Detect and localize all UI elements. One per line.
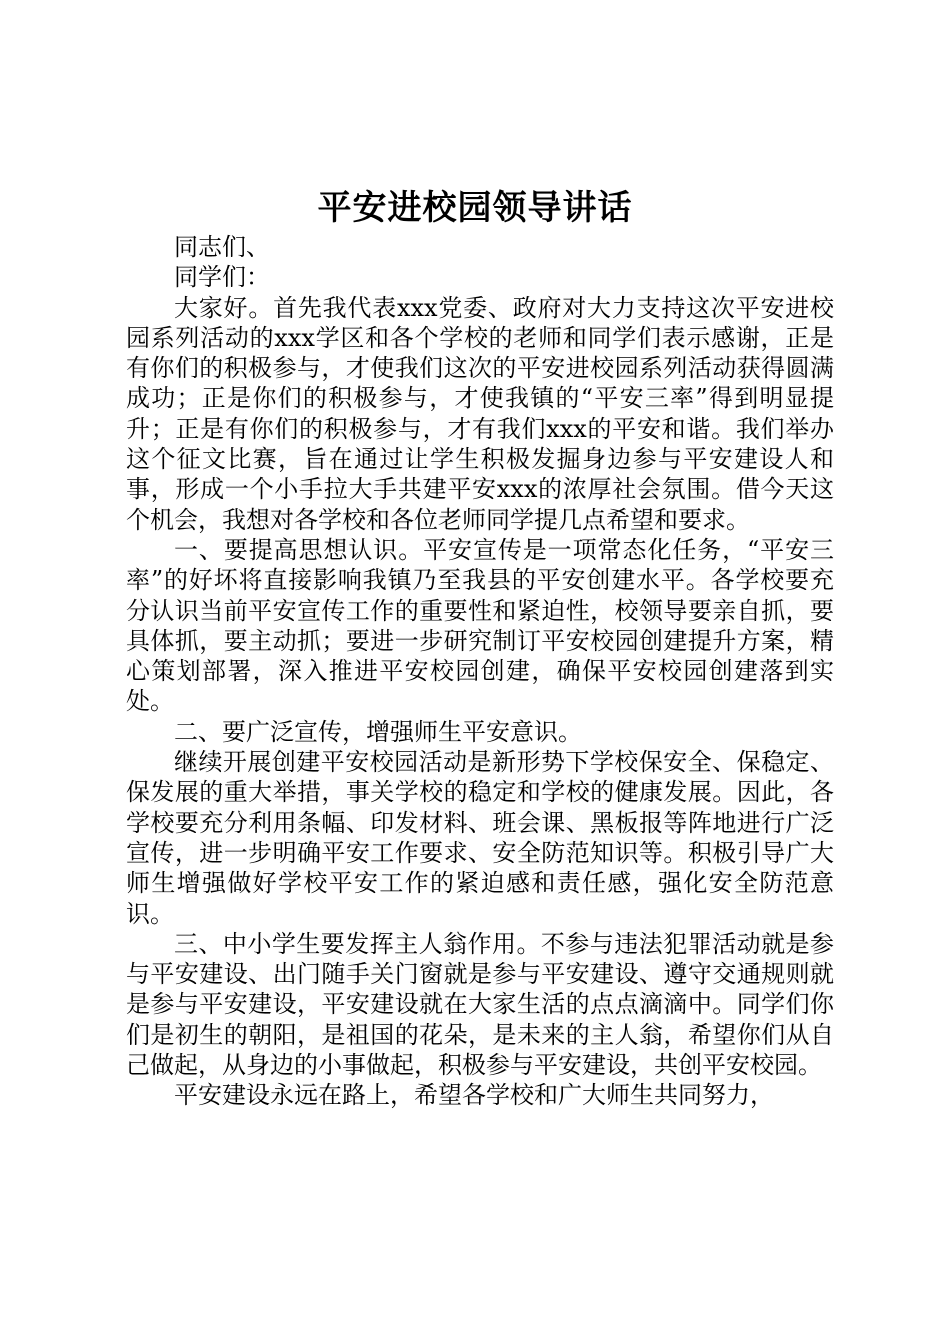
closing-paragraph: 平安建设永远在路上，希望各学校和广大师生共同努力， (174, 1081, 774, 1110)
point-one-paragraph: 一、要提高思想认识。平安宣传是一项常态化任务，“平安三率”的好坏将直接影响我镇乃至我县的平安创建水平。各学校要充分认识当前平安宣传工作的重要性和紧迫性，校领导要亲自抓，要具体抓，要主动抓；要进一步研究制订平安校园创建提升方案，精心策划部署，深入推进平安校园创建，确保平安校园创建落到实处。 (126, 535, 834, 716)
salutation-comrades: 同志们、 (174, 233, 270, 261)
salutation-students: 同学们： (174, 263, 270, 292)
point-two-heading: 二、要广泛宣传，增强师生平安意识。 (174, 717, 582, 746)
point-two-paragraph: 继续开展创建平安校园活动是新形势下学校保安全、保稳定、保发展的重大举措，事关学校的稳定和学校的健康发展。因此，各学校要充分利用条幅、印发材料、班会课、黑板报等阵地进行广泛宣传，进一步明确平安工作要求、安全防范知识等。积极引导广大师生增强做好学校平安工作的紧迫感和责任感，强化安全防范意识。 (126, 748, 834, 928)
document-body (126, 232, 834, 1111)
point-three-paragraph: 三、中小学生要发挥主人翁作用。不参与违法犯罪活动就是参与平安建设、出门随手关门窗就是参与平安建设、遵守交通规则就是参与平安建设，平安建设就在大家生活的点点滴滴中。同学们你们是初生的朝阳，是祖国的花朵，是未来的主人翁，希望你们从自己做起，从身边的小事做起，积极参与平安建设，共创平安校园。 (126, 929, 834, 1080)
document-title: 平安进校园领导讲话 (317, 188, 633, 228)
intro-paragraph: 大家好。首先我代表xxx党委、政府对大力支持这次平安进校园系列活动的xxx学区和各个学校的老师和同学们表示感谢，正是有你们的积极参与，才使我们这次的平安进校园系列活动获得圆满成功；正是你们的积极参与，才使我镇的“平安三率”得到明显提升；正是有你们的积极参与，才有我们xxx的平安和谐。我们举办这个征文比赛，旨在通过让学生积极发掘身边参与平安建设人和事，形成一个小手拉大手共建平安xxx的浓厚社会氛围。借今天这个机会，我想对各学校和各位老师同学提几点希望和要求。 (126, 293, 834, 534)
